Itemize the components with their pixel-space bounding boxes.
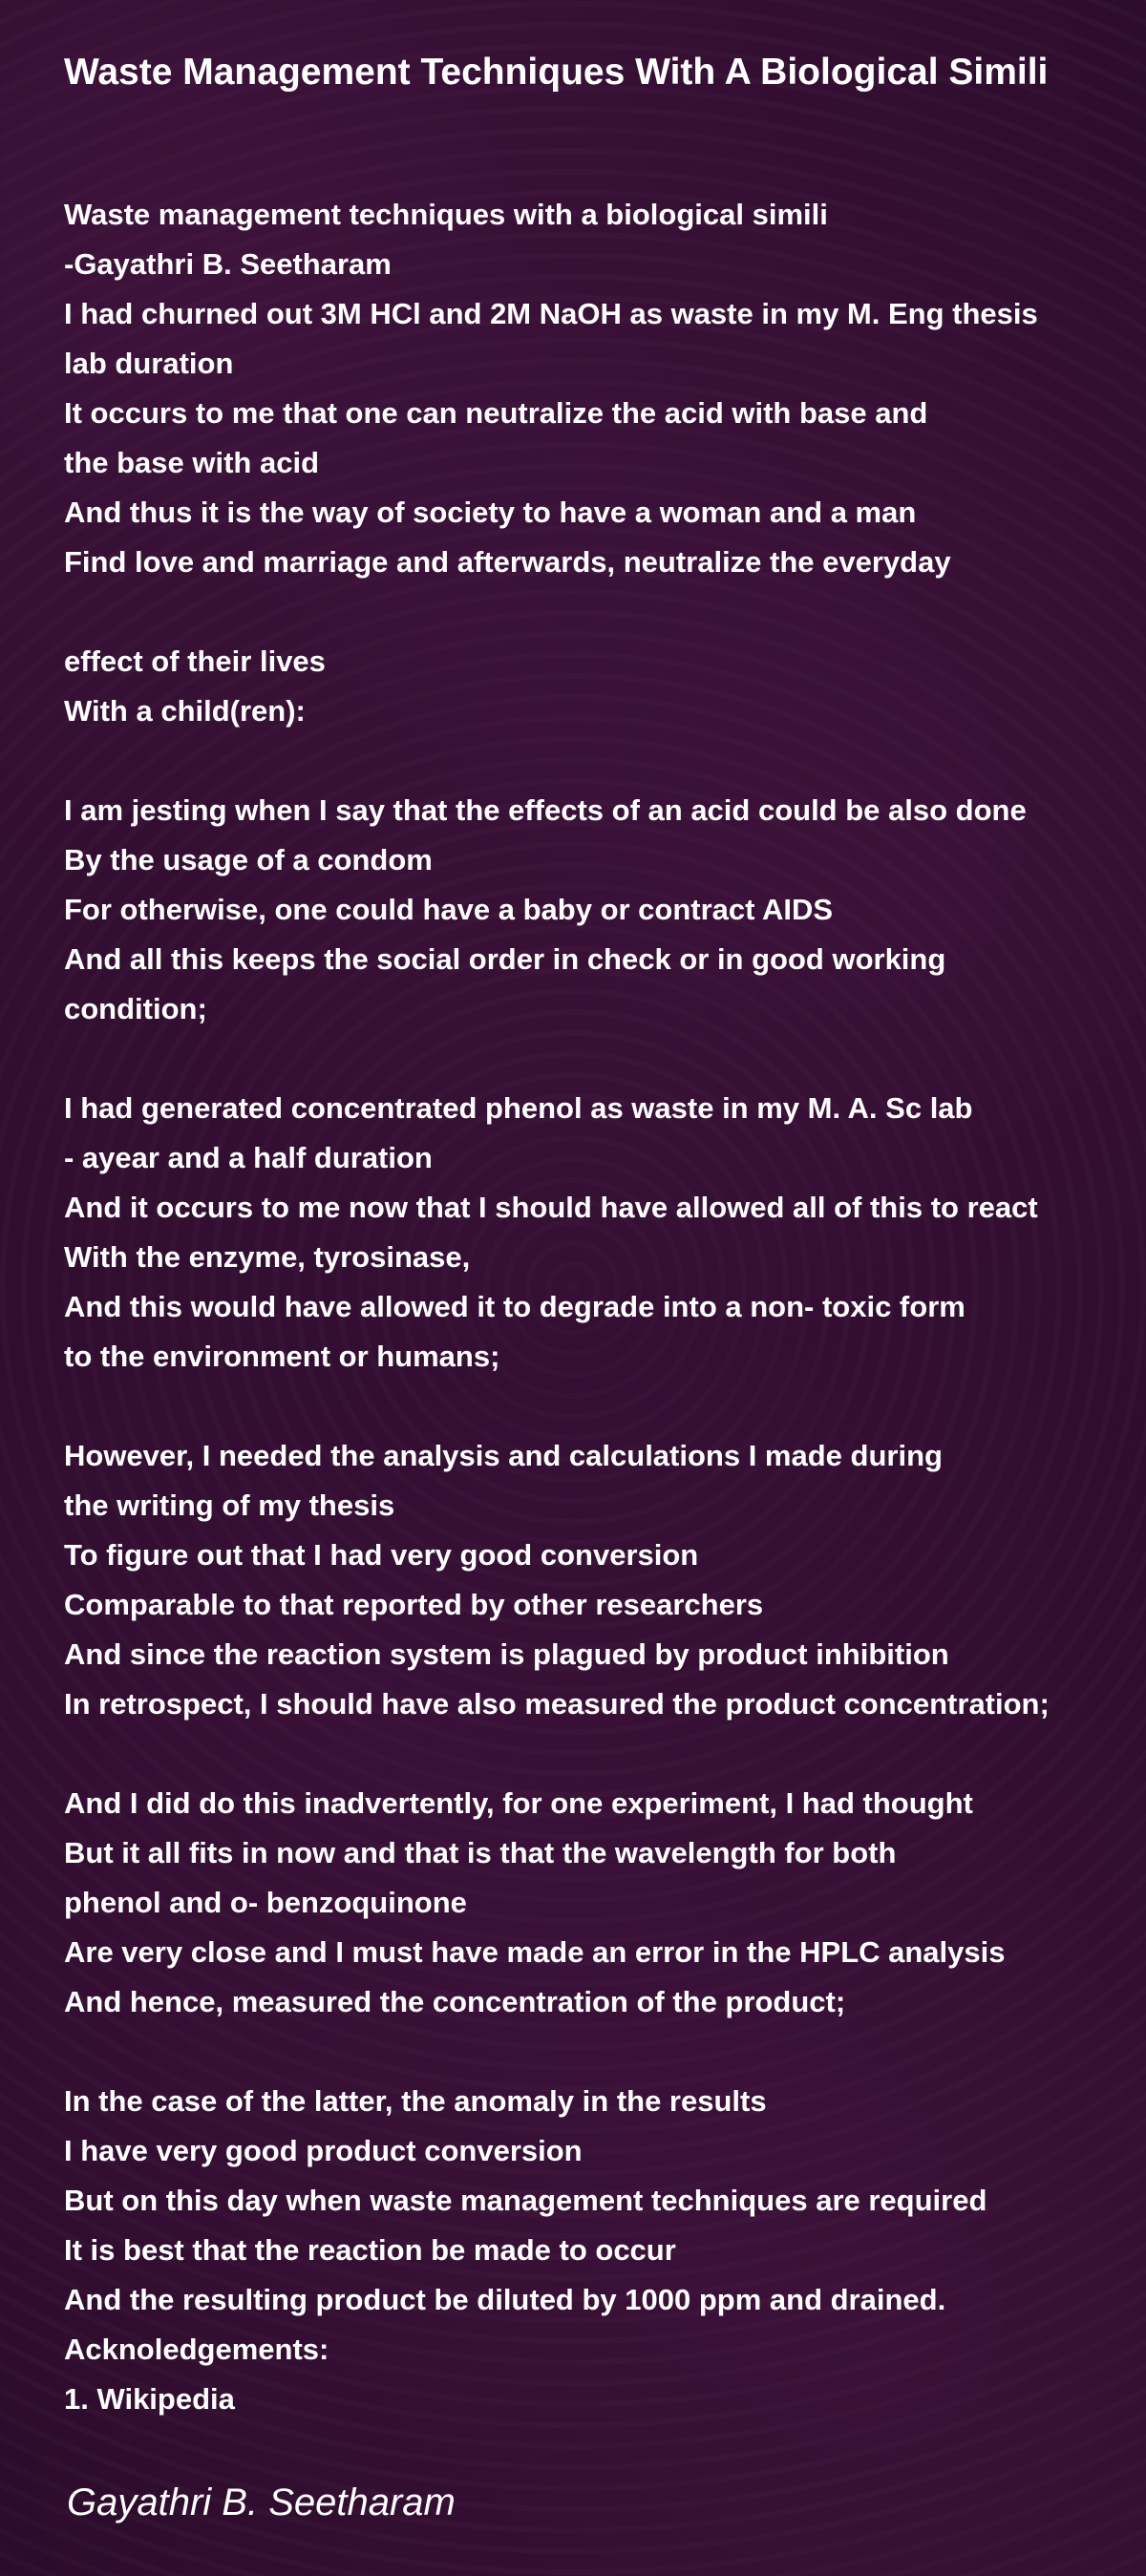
poem-line: With the enzyme, tyrosinase,	[64, 1240, 471, 1274]
poem-line: However, I needed the analysis and calculations I made during	[64, 1439, 943, 1472]
poem-line: And thus it is the way of society to have a woman and a man	[64, 496, 917, 529]
poem-line: In retrospect, I should have also measured the product concentration;	[64, 1687, 1050, 1721]
poem-line: But on this day when waste management techniques are required	[64, 2184, 987, 2217]
stanza-break	[64, 1729, 1134, 1779]
poem-line: But it all fits in now and that is that the wavelength for both	[64, 1836, 897, 1869]
poem-line: It occurs to me that one can neutralize the acid with base and	[64, 396, 928, 430]
poem-line: - ayear and a half duration	[64, 1141, 433, 1174]
poem-body	[64, 190, 1134, 2424]
poem-line: I have very good product conversion	[64, 2134, 583, 2167]
poem-line: And it occurs to me now that I should have allowed all of this to react	[64, 1191, 1038, 1224]
poem-line: In the case of the latter, the anomaly in the results	[64, 2084, 767, 2118]
poem-line: And I did do this inadvertently, for one experiment, I had thought	[64, 1786, 973, 1820]
poem-line: And hence, measured the concentration of the product;	[64, 1985, 846, 2018]
poem-line: lab duration	[64, 347, 234, 380]
poem-line: condition;	[64, 992, 207, 1025]
poem-line: And the resulting product be diluted by 1000 ppm and drained.	[64, 2283, 946, 2316]
poem-title: Waste Management Techniques With A Biological Simili	[64, 52, 1049, 93]
poem-line: And all this keeps the social order in check or in good working	[64, 942, 946, 976]
stanza-break	[64, 1034, 1134, 1084]
poem-line: I had generated concentrated phenol as waste in my M. A. Sc lab	[64, 1091, 973, 1125]
stanza-break	[64, 587, 1134, 637]
author-signature: Gayathri B. Seetharam	[67, 2481, 456, 2523]
poem-line: to the environment or humans;	[64, 1340, 500, 1373]
poem-line: the writing of my thesis	[64, 1489, 395, 1522]
poem-line: I had churned out 3M HCl and 2M NaOH as waste in my M. Eng thesis	[64, 297, 1038, 330]
poem-line: It is best that the reaction be made to occur	[64, 2233, 676, 2267]
poem-line: By the usage of a condom	[64, 843, 433, 876]
poem-line: 1. Wikipedia	[64, 2382, 235, 2416]
poem-line: Are very close and I must have made an error in the HPLC analysis	[64, 1935, 1006, 1969]
poem-line: Acknoledgements:	[64, 2333, 329, 2366]
poem-line: Waste management techniques with a biological simili	[64, 198, 828, 231]
poem-line: To figure out that I had very good conversion	[64, 1538, 699, 1572]
stanza-break	[64, 736, 1134, 786]
poem-line: Find love and marriage and afterwards, neutralize the everyday	[64, 545, 951, 579]
poem-line: Comparable to that reported by other researchers	[64, 1588, 764, 1621]
poem-line: And since the reaction system is plagued by product inhibition	[64, 1637, 949, 1671]
poem-line: phenol and o- benzoquinone	[64, 1886, 467, 1919]
poem-line: I am jesting when I say that the effects of an acid could be also done	[64, 793, 1027, 827]
poem-line: the base with acid	[64, 446, 320, 479]
stanza-break	[64, 2027, 1134, 2077]
poem-line: And this would have allowed it to degrade into a non- toxic form	[64, 1290, 966, 1323]
poem-line: effect of their lives	[64, 644, 326, 678]
poem-line: For otherwise, one could have a baby or contract AIDS	[64, 893, 834, 926]
poem-line: -Gayathri B. Seetharam	[64, 247, 392, 281]
poem-line: With a child(ren):	[64, 694, 306, 728]
stanza-break	[64, 1382, 1134, 1431]
